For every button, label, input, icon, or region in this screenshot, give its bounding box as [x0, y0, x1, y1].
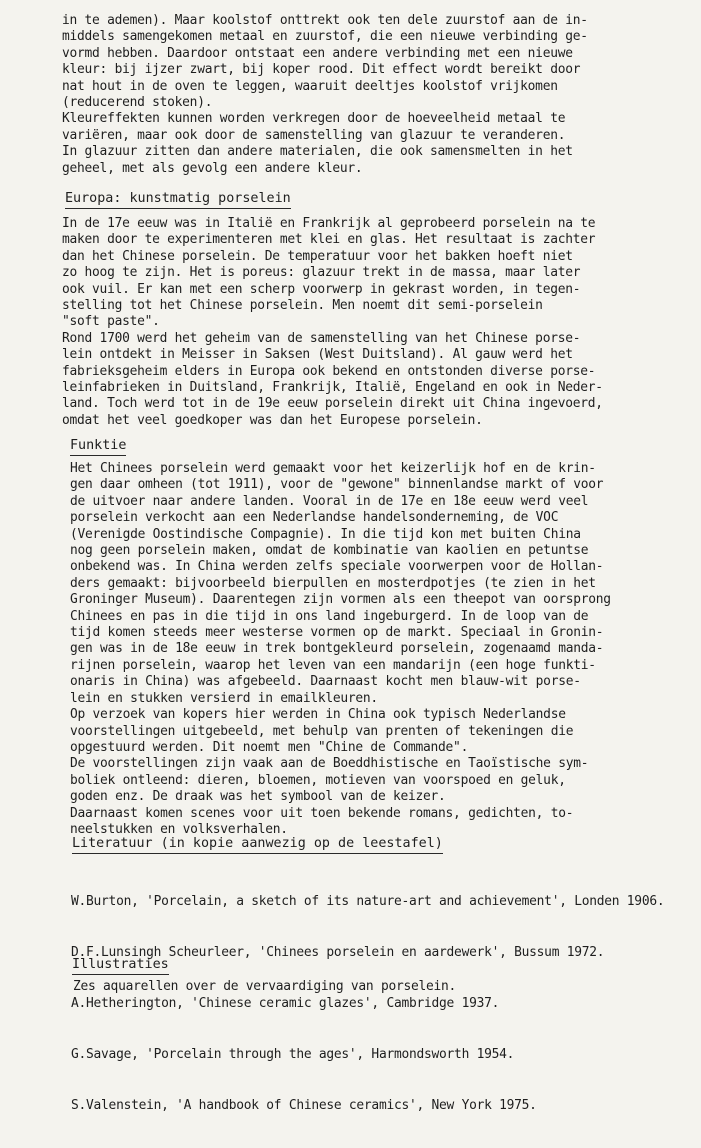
- illustraties-paragraph: Zes aquarellen over de vervaardiging van porselein.: [73, 979, 457, 994]
- literature-item: G.Savage, 'Porcelain through the ages', Harmondsworth 1954.: [71, 1047, 515, 1062]
- literature-item: W.Burton, 'Porcelain, a sketch of its nature-art and achievement', Londen 1906.: [71, 894, 665, 909]
- europa-paragraph: In de 17e eeuw was in Italië en Frankrijk al geprobeerd porselein na te maken door te experimenteren met klei en glas. Het resultaat is zachter dan het Chinese porselein. De temperatuur voor het bakken hoeft niet zo hoog te zijn. Het is poreus: glazuur trekt in de massa, maar later ook vuil. Er kan met een scherp voorwerp in gekrast worden, in tegen- stelling tot het Chinese porselein. Men noemt dit semi-porselein "soft paste". Rond 1700 werd het geheim van de samenstelling van het Chinese porse- lein ontdekt in Meisser in Saksen (West Duitsland). Al gauw werd het fabrieksgeheim elders in Europa ook bekend en ontstonden diverse porse- leinfabrieken in Duitsland, Frankrijk, Italië, Engeland en ook in Neder- land. Toch werd tot in de 19e eeuw porselein direkt uit China ingevoerd, omdat het veel goedkoper was dan het Europese porselein.: [62, 216, 603, 428]
- literature-item: A.Hetherington, 'Chinese ceramic glazes', Cambridge 1937.: [71, 996, 500, 1011]
- heading-funktie: Funktie: [70, 438, 126, 456]
- literature-list: [71, 859, 699, 1148]
- literature-item: D.F.Lunsingh Scheurleer, 'Chinees porselein en aardewerk', Bussum 1972.: [71, 945, 605, 960]
- heading-literatuur: Literatuur (in kopie aanwezig op de leestafel): [72, 836, 443, 854]
- intro-paragraph: in te ademen). Maar koolstof onttrekt ook ten dele zuurstof aan de in- middels samengekomen metaal en zuurstof, die een nieuwe verbinding ge- vormd hebben. Daardoor ontstaat een andere verbinding met een nieuwe kleur: bij ijzer zwart, bij koper rood. Dit effect wordt bereikt door nat hout in de oven te leggen, waaruit deeltjes koolstof vrijkomen (reducerend stoken). Kleureffekten kunnen worden verkregen door de hoeveelheid metaal te variëren, maar ook door de samenstelling van glazuur te veranderen. In glazuur zitten dan andere materialen, die ook samensmelten in het geheel, met als gevolg een andere kleur.: [62, 13, 588, 176]
- funktie-paragraph: Het Chinees porselein werd gemaakt voor het keizerlijk hof en de krin- gen daar omheen (tot 1911), voor de "gewone" binnenlandse markt of voor de uitvoer naar andere landen. Vooral in de 17e en 18e eeuw werd veel porselein verkocht aan een Nederlandse handelsonderneming, de VOC (Verenigde Oostindische Compagnie). In die tijd kon met buiten China nog geen porselein maken, omdat de kombinatie van kaolien en petuntse onbekend was. In China werden zelfs speciale voorwerpen voor de Hollan- ders gemaakt: bijvoorbeeld bierpullen en mosterdpotjes (te zien in het Groninger Museum). Daarentegen zijn vormen als een theepot van oorsprong Chinees en pas in die tijd in ons land ingeburgerd. In de loop van de tijd komen steeds meer westerse vormen op de markt. Speciaal in Gronin- gen was in de 18e eeuw in trek bontgekleurd porselein, zogenaamd manda- rijnen porselein, waarop het leven van een mandarijn (een hoge funkti- onaris in China) was afgebeeld. Daarnaast kocht men blauw-wit porse- lein en stukken versierd in emailkleuren. Op verzoek van kopers hier werden in China ook typisch Nederlandse voorstellingen uitgebeeld, met behulp van prenten of tekeningen die opgestuurd werden. Dit noemt men "Chine de Commande". De voorstellingen zijn vaak aan de Boeddhistische en Taoïstische sym- boliek ontleend: dieren, bloemen, motieven van voorspoed en geluk, goden enz. De draak was het symbool van de keizer. Daarnaast komen scenes voor uit toen bekende romans, gedichten, to- neelstukken en volksverhalen.: [70, 461, 611, 837]
- heading-europa: Europa: kunstmatig porselein: [65, 191, 291, 209]
- heading-illustraties: Illustraties: [72, 957, 169, 975]
- literature-item: S.Valenstein, 'A handbook of Chinese ceramics', New York 1975.: [71, 1098, 537, 1113]
